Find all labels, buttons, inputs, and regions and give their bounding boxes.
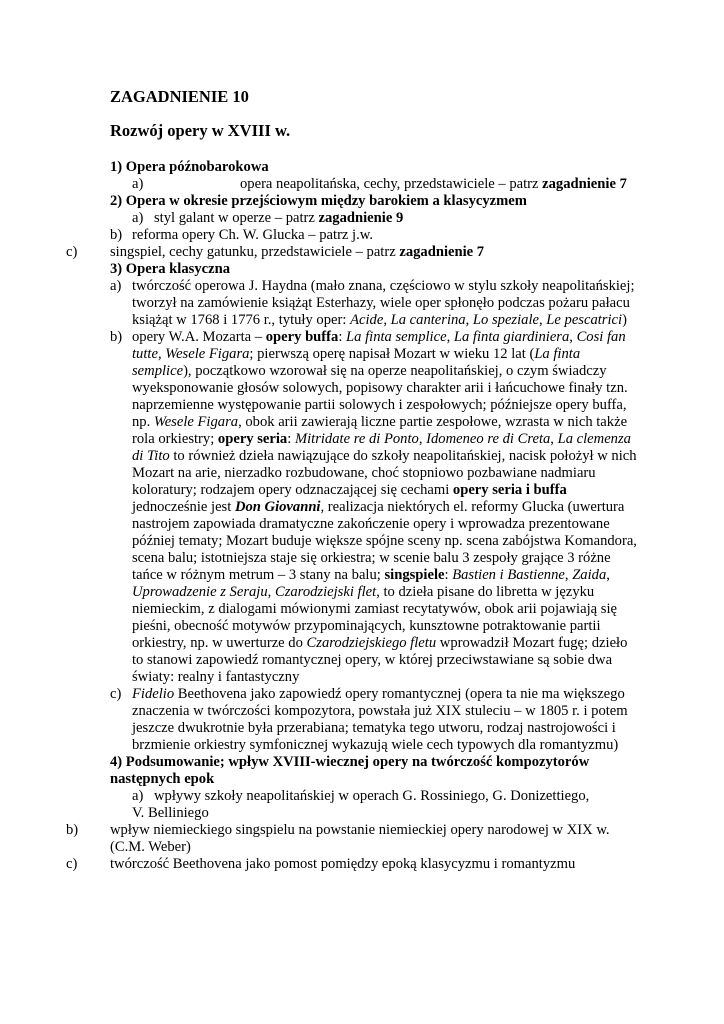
section-3-item-b-line: wyeksponowanie głosów solowych, popisowy charakter arii i łańcuchowe finały tzn.: [132, 380, 628, 396]
section-1-item-a-marker: a): [132, 176, 144, 192]
section-3-item-b-line: di Tito to również dzieła nawiązujące do szkoły neapolitańskiej, nacisk położył w nich: [132, 448, 637, 464]
section-3-item-c-line: brzmienie orkiestry symfonicznej wykazują wiele cech typowych dla romantyzmu): [132, 737, 619, 753]
section-2-item-b: reforma opery Ch. W. Glucka – patrz j.w.: [132, 227, 373, 243]
section-3-item-b-line: później tematy; Mozart buduje większe spójne sceny np. scena zabójstwa Komandora,: [132, 533, 637, 549]
section-2-heading: 2) Opera w okresie przejściowym między barokiem a klasycyzmem: [110, 193, 527, 209]
section-4-item-a-line: V. Belliniego: [132, 805, 209, 821]
section-3-item-b-line: nastrojem zapowiada dramatyczne zakończenie opery i wprowadza prezentowane: [132, 516, 610, 532]
section-3-item-b-marker: b): [110, 329, 123, 345]
section-4-item-a-line: wpływy szkoły neapolitańskiej w operach G. Rossiniego, G. Donizettiego,: [154, 788, 590, 804]
section-3-item-b-line: Mozart na arie, nierzadko rozbudowane, choć stopniowo pozbawiane nadmiaru: [132, 465, 596, 481]
section-4-item-b-marker: b): [66, 822, 79, 838]
section-3-item-c-marker: c): [110, 686, 122, 702]
section-3-item-b-line: opery W.A. Mozarta – opery buffa: La finta semplice, La finta giardiniera, Cosi fan: [132, 329, 626, 345]
section-3-heading: 3) Opera klasyczna: [110, 261, 230, 277]
section-3-item-a-marker: a): [110, 278, 122, 294]
section-4-item-c: twórczość Beethovena jako pomost pomiędzy epoką klasycyzmu i romantyzmu: [110, 856, 576, 872]
section-2-item-c-marker: c): [66, 244, 78, 260]
section-3-item-b-line: semplice), początkowo wzorował się na operze neapolitańskiej, o czym świadczy: [132, 363, 607, 379]
section-3-item-a-line: tworzył na zamówienie książąt Esterhazy, wiele oper spłonęło podczas pożaru pałacu: [132, 295, 630, 311]
section-4-item-a-marker: a): [132, 788, 144, 804]
section-1-heading: 1) Opera późnobarokowa: [110, 159, 269, 175]
document-subtitle: Rozwój opery w XVIII w.: [110, 121, 291, 140]
section-3-item-b-line: np. Wesele Figara, obok arii zawierają liczne partie zespołowe, wzrasta w nich także: [132, 414, 628, 430]
section-2-item-c: singspiel, cechy gatunku, przedstawiciele – patrz zagadnienie 7: [110, 244, 485, 260]
section-3-item-c-line: znaczenia w twórczości kompozytora, powstała już XIX stuleciu – w 1805 r. i potem: [132, 703, 628, 719]
section-3-item-b-line: Uprowadzenie z Seraju, Czarodziejski flet, to dzieła pisane do libretta w języku: [132, 584, 595, 600]
section-4-item-b-line: wpływ niemieckiego singspielu na powstanie niemieckiej opery narodowej w XIX w.: [110, 822, 610, 838]
section-3-item-b-line: pieśni, obecność motywów przypominających, kunsztowne potraktowanie partii: [132, 618, 601, 634]
section-3-item-b-line: koloratury; rodzajem opery odznaczającej się cechami opery seria i buffa: [132, 482, 567, 498]
section-3-item-b-line: tutte, Wesele Figara; pierwszą operę napisał Mozart w wieku 12 lat (La finta: [132, 346, 581, 362]
section-2-item-a: styl galant w operze – patrz zagadnienie 9: [154, 210, 404, 226]
section-4-heading: 4) Podsumowanie; wpływ XVIII-wiecznej opery na twórczość kompozytorów: [110, 754, 590, 770]
section-4-item-b-line: (C.M. Weber): [110, 839, 191, 855]
section-1-item-a: opera neapolitańska, cechy, przedstawiciele – patrz zagadnienie 7: [240, 176, 627, 192]
section-3-item-c-line: Fidelio Beethovena jako zapowiedź opery romantycznej (opera ta nie ma większego: [132, 686, 625, 702]
section-3-item-b-line: rola orkiestry; opery seria: Mitridate re di Ponto, Idomeneo re di Creta, La clemenza: [132, 431, 631, 447]
section-3-item-b-line: niemieckim, z dialogami mówionymi zamiast recytatywów, obok arii pojawiają się: [132, 601, 617, 617]
section-2-item-b-marker: b): [110, 227, 123, 243]
section-2-item-a-marker: a): [132, 210, 144, 226]
section-4-item-c-marker: c): [66, 856, 78, 872]
section-4-heading-continued: następnych epok: [110, 771, 215, 787]
section-3-item-b-line: tańce w różnym metrum – 3 stany na balu; singspiele: Bastien i Bastienne, Zaida,: [132, 567, 610, 583]
document-title: ZAGADNIENIE 10: [110, 87, 249, 106]
section-3-item-b-line: orkiestry, np. w uwerturze do Czarodziejskiego fletu wprowadził Mozart fugę; dzieło: [132, 635, 628, 651]
section-3-item-a-line: twórczość operowa J. Haydna (mało znana, częściowo w stylu szkoły neapolitańskiej;: [132, 278, 635, 294]
section-3-item-a-line: książąt w 1768 i 1776 r., tytuły oper: Acide, La canterina, Lo speziale, Le pescatrici): [132, 312, 627, 328]
section-3-item-b-line: to stanowi zapowiedź romantycznej opery, w której przeciwstawiane są sobie dwa: [132, 652, 613, 668]
section-3-item-b-line: jednocześnie jest Don Giovanni, realizacja niektórych el. reformy Glucka (uwertura: [132, 499, 625, 515]
section-3-item-c-line: jeszcze dwukrotnie była przerabiana; tematyka tego utworu, rodzaj nastrojowości i: [132, 720, 616, 736]
section-3-item-b-line: światy: realny i fantastyczny: [132, 669, 300, 685]
section-3-item-b-line: naprzemienne występowanie partii solowych i zespołowych; późniejsze opery buffa,: [132, 397, 627, 413]
section-3-item-b-line: scena balu; istotniejsza staje się orkiestra; w scenie balu 3 zespoły grające 3 różne: [132, 550, 611, 566]
